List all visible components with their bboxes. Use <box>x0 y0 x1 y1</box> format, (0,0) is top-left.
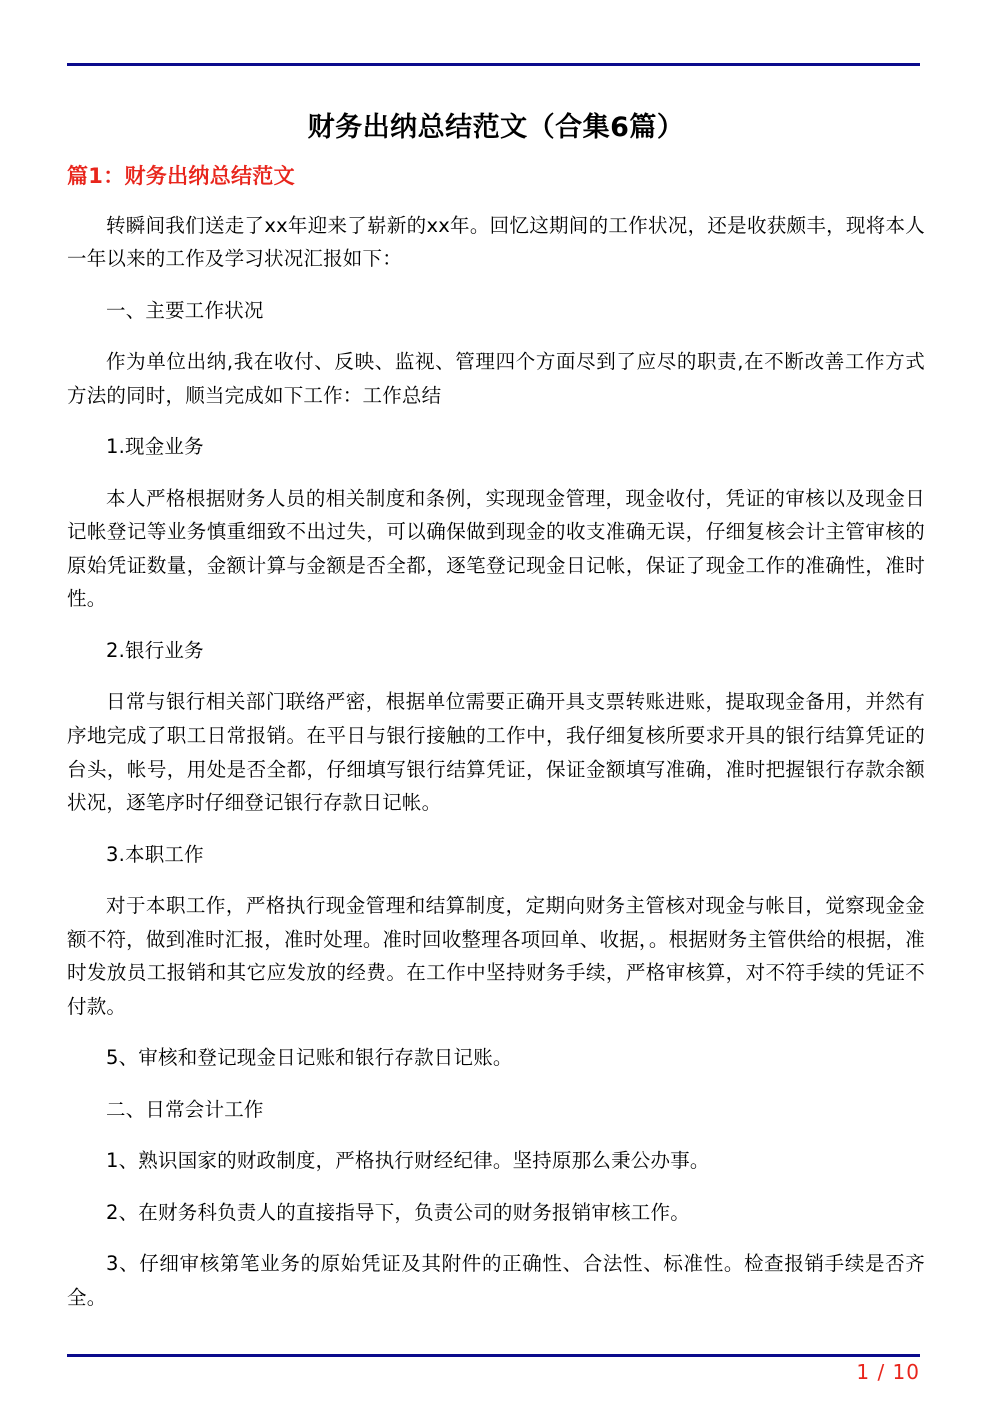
paragraph-duties: 作为单位出纳,我在收付、反映、监视、管理四个方面尽到了应尽的职责,在不断改善工作方式方法的同时，顺当完成如下工作：工作总结 <box>67 350 925 407</box>
list-item-5: 5、审核和登记现金日记账和银行存款日记账。 <box>106 1046 513 1070</box>
list-item-2: 2、在财务科负责人的直接指导下，负责公司的财务报销审核工作。 <box>106 1200 690 1224</box>
list-item-1: 1、熟识国家的财政制度，严格执行财经纪律。坚持原那么秉公办事。 <box>106 1149 710 1173</box>
page-title: 财务出纳总结范文（合集6篇） <box>307 112 685 143</box>
paragraph-intro: 转瞬间我们送走了xx年迎来了崭新的xx年。回忆这期间的工作状况，还是收获颇丰，现将本人一年以来的工作及学习状况汇报如下： <box>67 213 925 271</box>
paragraph-own-work: 对于本职工作，严格执行现金管理和结算制度，定期向财务主管核对现金与帐目，觉察现金金额不符，做到准时汇报，准时处理。准时回收整理各项回单、收据，。根据财务主管供给的根据，准时发放员工报销和其它应发放的经费。在工作中坚持财务手续，严格审核算，对不符手续的凭证不付款。 <box>67 894 925 1018</box>
subheading-bank-business: 2.银行业务 <box>106 638 204 662</box>
page-number: 1 / 10 <box>856 1360 920 1384</box>
section-heading: 篇1：财务出纳总结范文 <box>67 164 295 189</box>
header-rule <box>67 63 920 66</box>
paragraph-cash-business: 本人严格根据财务人员的相关制度和条例，实现现金管理，现金收付，凭证的审核以及现金日记帐登记等业务慎重细致不出过失，可以确保做到现金的收支准确无误，仔细复核会计主管审核的原始凭证数量，金额计算与金额是否全都，逐笔登记现金日记帐，保证了现金工作的准确性，准时性。 <box>67 486 925 611</box>
heading-main-work: 一、主要工作状况 <box>106 298 264 322</box>
footer-rule <box>67 1354 920 1357</box>
subheading-cash-business: 1.现金业务 <box>106 435 204 459</box>
list-item-3: 3、仔细审核第笔业务的原始凭证及其附件的正确性、合法性、标准性。检查报销手续是否齐全。 <box>67 1252 925 1309</box>
paragraph-bank-business: 日常与银行相关部门联络严密，根据单位需要正确开具支票转账进账，提取现金备用，并然有序地完成了职工日常报销。在平日与银行接触的工作中，我仔细复核所要求开具的银行结算凭证的台头，帐号，用处是否全都，仔细填写银行结算凭证，保证金额填写准确，准时把握银行存款余额状况，逐笔序时仔细登记银行存款日记帐。 <box>67 690 925 815</box>
heading-daily-accounting: 二、日常会计工作 <box>106 1097 264 1121</box>
subheading-own-work: 3.本职工作 <box>106 842 204 866</box>
document-content <box>67 108 925 1331</box>
